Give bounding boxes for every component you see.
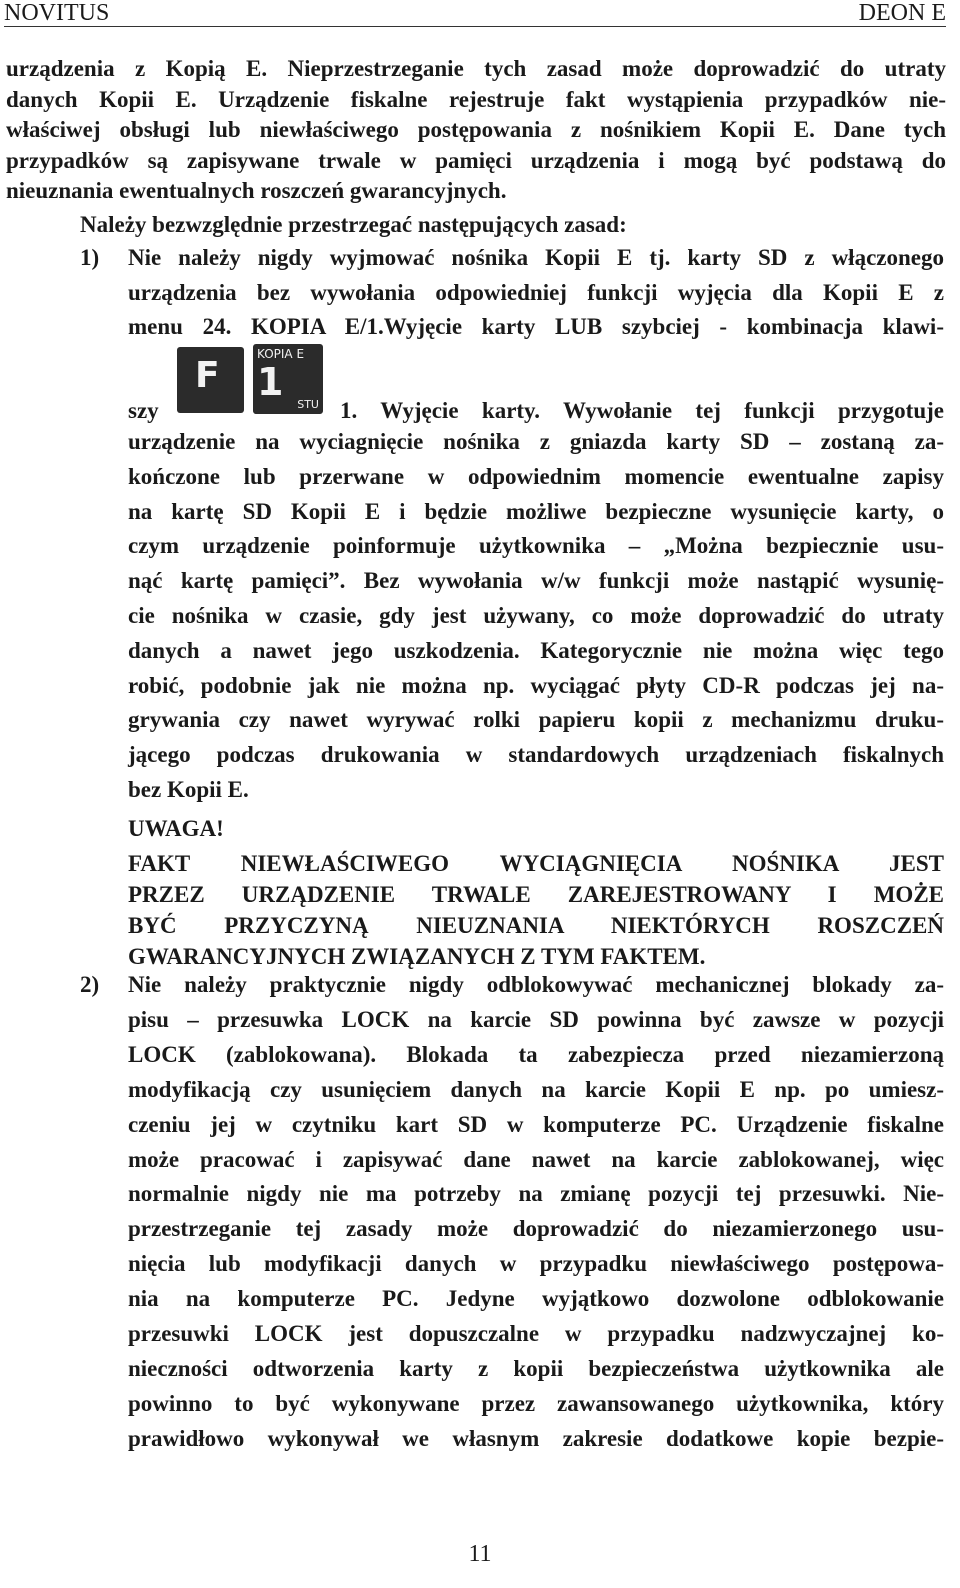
- warning-label: UWAGA!: [128, 816, 224, 841]
- text-line: bez Kopii E.: [128, 776, 249, 802]
- text-fragment: szy: [128, 398, 159, 423]
- text-line: właściwej obsługi lub niewłaściwego postępowania z nośnikiem Kopii E. Dane tych: [6, 117, 946, 142]
- text-line: menu 24. KOPIA E/1.Wyjęcie karty LUB szybciej - kombinacja klawi-: [128, 314, 944, 339]
- page-header: [0, 0, 960, 28]
- text-line: czeniu jej w czytniku kart SD w komputerze PC. Urządzenie fiskalne: [128, 1111, 944, 1137]
- kopia-e-1-key-icon: [253, 344, 323, 414]
- warning-line: BYĆ PRZYCZYNĄ NIEUZNANIA NIEKTÓRYCH ROSZCZEŃ: [128, 913, 944, 938]
- text-line: modyfikacją czy usunięciem danych na karcie Kopii E np. po umiesz-: [128, 1076, 944, 1102]
- text-line: przypadków są zapisywane trwale w pamięci urządzenia i mogą być podstawą do: [6, 147, 946, 173]
- text-line: cie nośnika w czasie, gdy jest używany, co może doprowadzić do utraty: [128, 602, 944, 628]
- header-model: DEON E: [858, 0, 946, 26]
- text-line: może pracować i zapisywać dane nawet na karcie zablokowanej, więc: [128, 1146, 944, 1172]
- text-line: robić, podobnie jak nie można np. wyciągać płyty CD-R podczas jej na-: [128, 672, 944, 698]
- warning-line: GWARANCYJNYCH ZWIĄZANYCH Z TYM FAKTEM.: [128, 944, 706, 969]
- header-brand: NOVITUS: [4, 0, 110, 26]
- text-line: przestrzeganie tej zasady może doprowadzić do niezamierzonego usu-: [128, 1216, 944, 1242]
- warning-line: PRZEZ URZĄDZENIE TRWALE ZAREJESTROWANY I MOŻE: [128, 882, 944, 907]
- text-line: danych a nawet jego uszkodzenia. Kategorycznie nie można więc tego: [128, 637, 944, 663]
- key-top-label: KOPIA E: [257, 347, 305, 361]
- key-bottom-label: STU: [297, 398, 319, 411]
- text-line: nieczności odtworzenia karty z kopii bezpieczeństwa użytkownika ale: [128, 1355, 944, 1381]
- text-line: urządzenia z Kopią E. Nieprzestrzeganie tych zasad może doprowadzić do utraty: [6, 56, 946, 81]
- text-line: kończone lub przerwane w odpowiednim momencie ewentualne zapisy: [128, 463, 944, 489]
- text-line: na kartę SD Kopii E i będzie możliwe bezpieczne wysunięcie karty, o: [128, 498, 944, 524]
- text-line: prawidłowo wykonywał we własnym zakresie dodatkowe kopie bezpie-: [128, 1425, 944, 1451]
- text-line: czym urządzenie poinformuje użytkownika – „Można bezpiecznie usu-: [128, 533, 944, 559]
- f-key-label: F: [195, 355, 220, 396]
- text-line: nieuznania ewentualnych roszczeń gwarancyjnych.: [6, 178, 507, 203]
- text-line: powinno to być wykonywane przez zawansowanego użytkownika, który: [128, 1390, 944, 1416]
- warning-block: [128, 848, 944, 972]
- text-line: Nie należy nigdy wyjmować nośnika Kopii E tj. karty SD z włączonego: [128, 245, 944, 270]
- opening-paragraph: [6, 54, 946, 207]
- text-line: danych Kopii E. Urządzenie fiskalne rejestruje fakt wystąpienia przypadków nie-: [6, 86, 946, 112]
- text-line: nięcia lub modyfikacji danych w przypadku niewłaściwego postępowa-: [128, 1251, 944, 1277]
- text-line: pisu – przesuwka LOCK na karcie SD powinna być zawsze w pozycji: [128, 1006, 944, 1032]
- item-1-text: [128, 241, 944, 345]
- key-combination-line: [128, 340, 944, 422]
- item-2-text: [128, 968, 944, 1457]
- item-2-number: 2): [80, 972, 100, 997]
- text-fragment: 1. Wyjęcie karty. Wywołanie tej funkcji przygotuje: [340, 398, 944, 423]
- text-line: urządzenia bez wywołania odpowiedniej funkcji wyjęcia dla Kopii E z: [128, 279, 944, 305]
- text-line: nia na komputerze PC. Jedyne wyjątkowo dozwolone odblokowanie: [128, 1286, 944, 1312]
- item-1-text-continued: [128, 425, 944, 808]
- text-line: grywania czy nawet wyrywać rolki papieru kopii z mechanizmu druku-: [128, 707, 944, 733]
- header-divider: [4, 26, 946, 27]
- text-line: urządzenie na wyciagnięcie nośnika z gniazda karty SD – zostaną za-: [128, 429, 944, 454]
- text-line: Nie należy praktycznie nigdy odblokowywać mechanicznej blokady za-: [128, 972, 944, 997]
- text-line: przesuwki LOCK jest dopuszczalne w przypadku nadzwyczajnej ko-: [128, 1321, 944, 1347]
- rules-intro: Należy bezwzględnie przestrzegać następujących zasad:: [80, 212, 627, 237]
- key-main-label: 1: [257, 360, 284, 404]
- f-key-icon: [177, 347, 244, 413]
- page-number: 11: [468, 1541, 492, 1567]
- text-line: nąć kartę pamięci”. Bez wywołania w/w funkcji może nastąpić wysunię-: [128, 568, 944, 594]
- item-1-number: 1): [80, 245, 100, 270]
- text-line: jącego podczas drukowania w standardowych urządzeniach fiskalnych: [128, 742, 944, 768]
- warning-line: FAKT NIEWŁAŚCIWEGO WYCIĄGNIĘCIA NOŚNIKA JEST: [128, 851, 944, 876]
- text-line: LOCK (zablokowana). Blokada ta zabezpiecza przed niezamierzoną: [128, 1041, 944, 1067]
- text-line: normalnie nigdy nie ma potrzeby na zmianę pozycji tej przesuwki. Nie-: [128, 1181, 944, 1207]
